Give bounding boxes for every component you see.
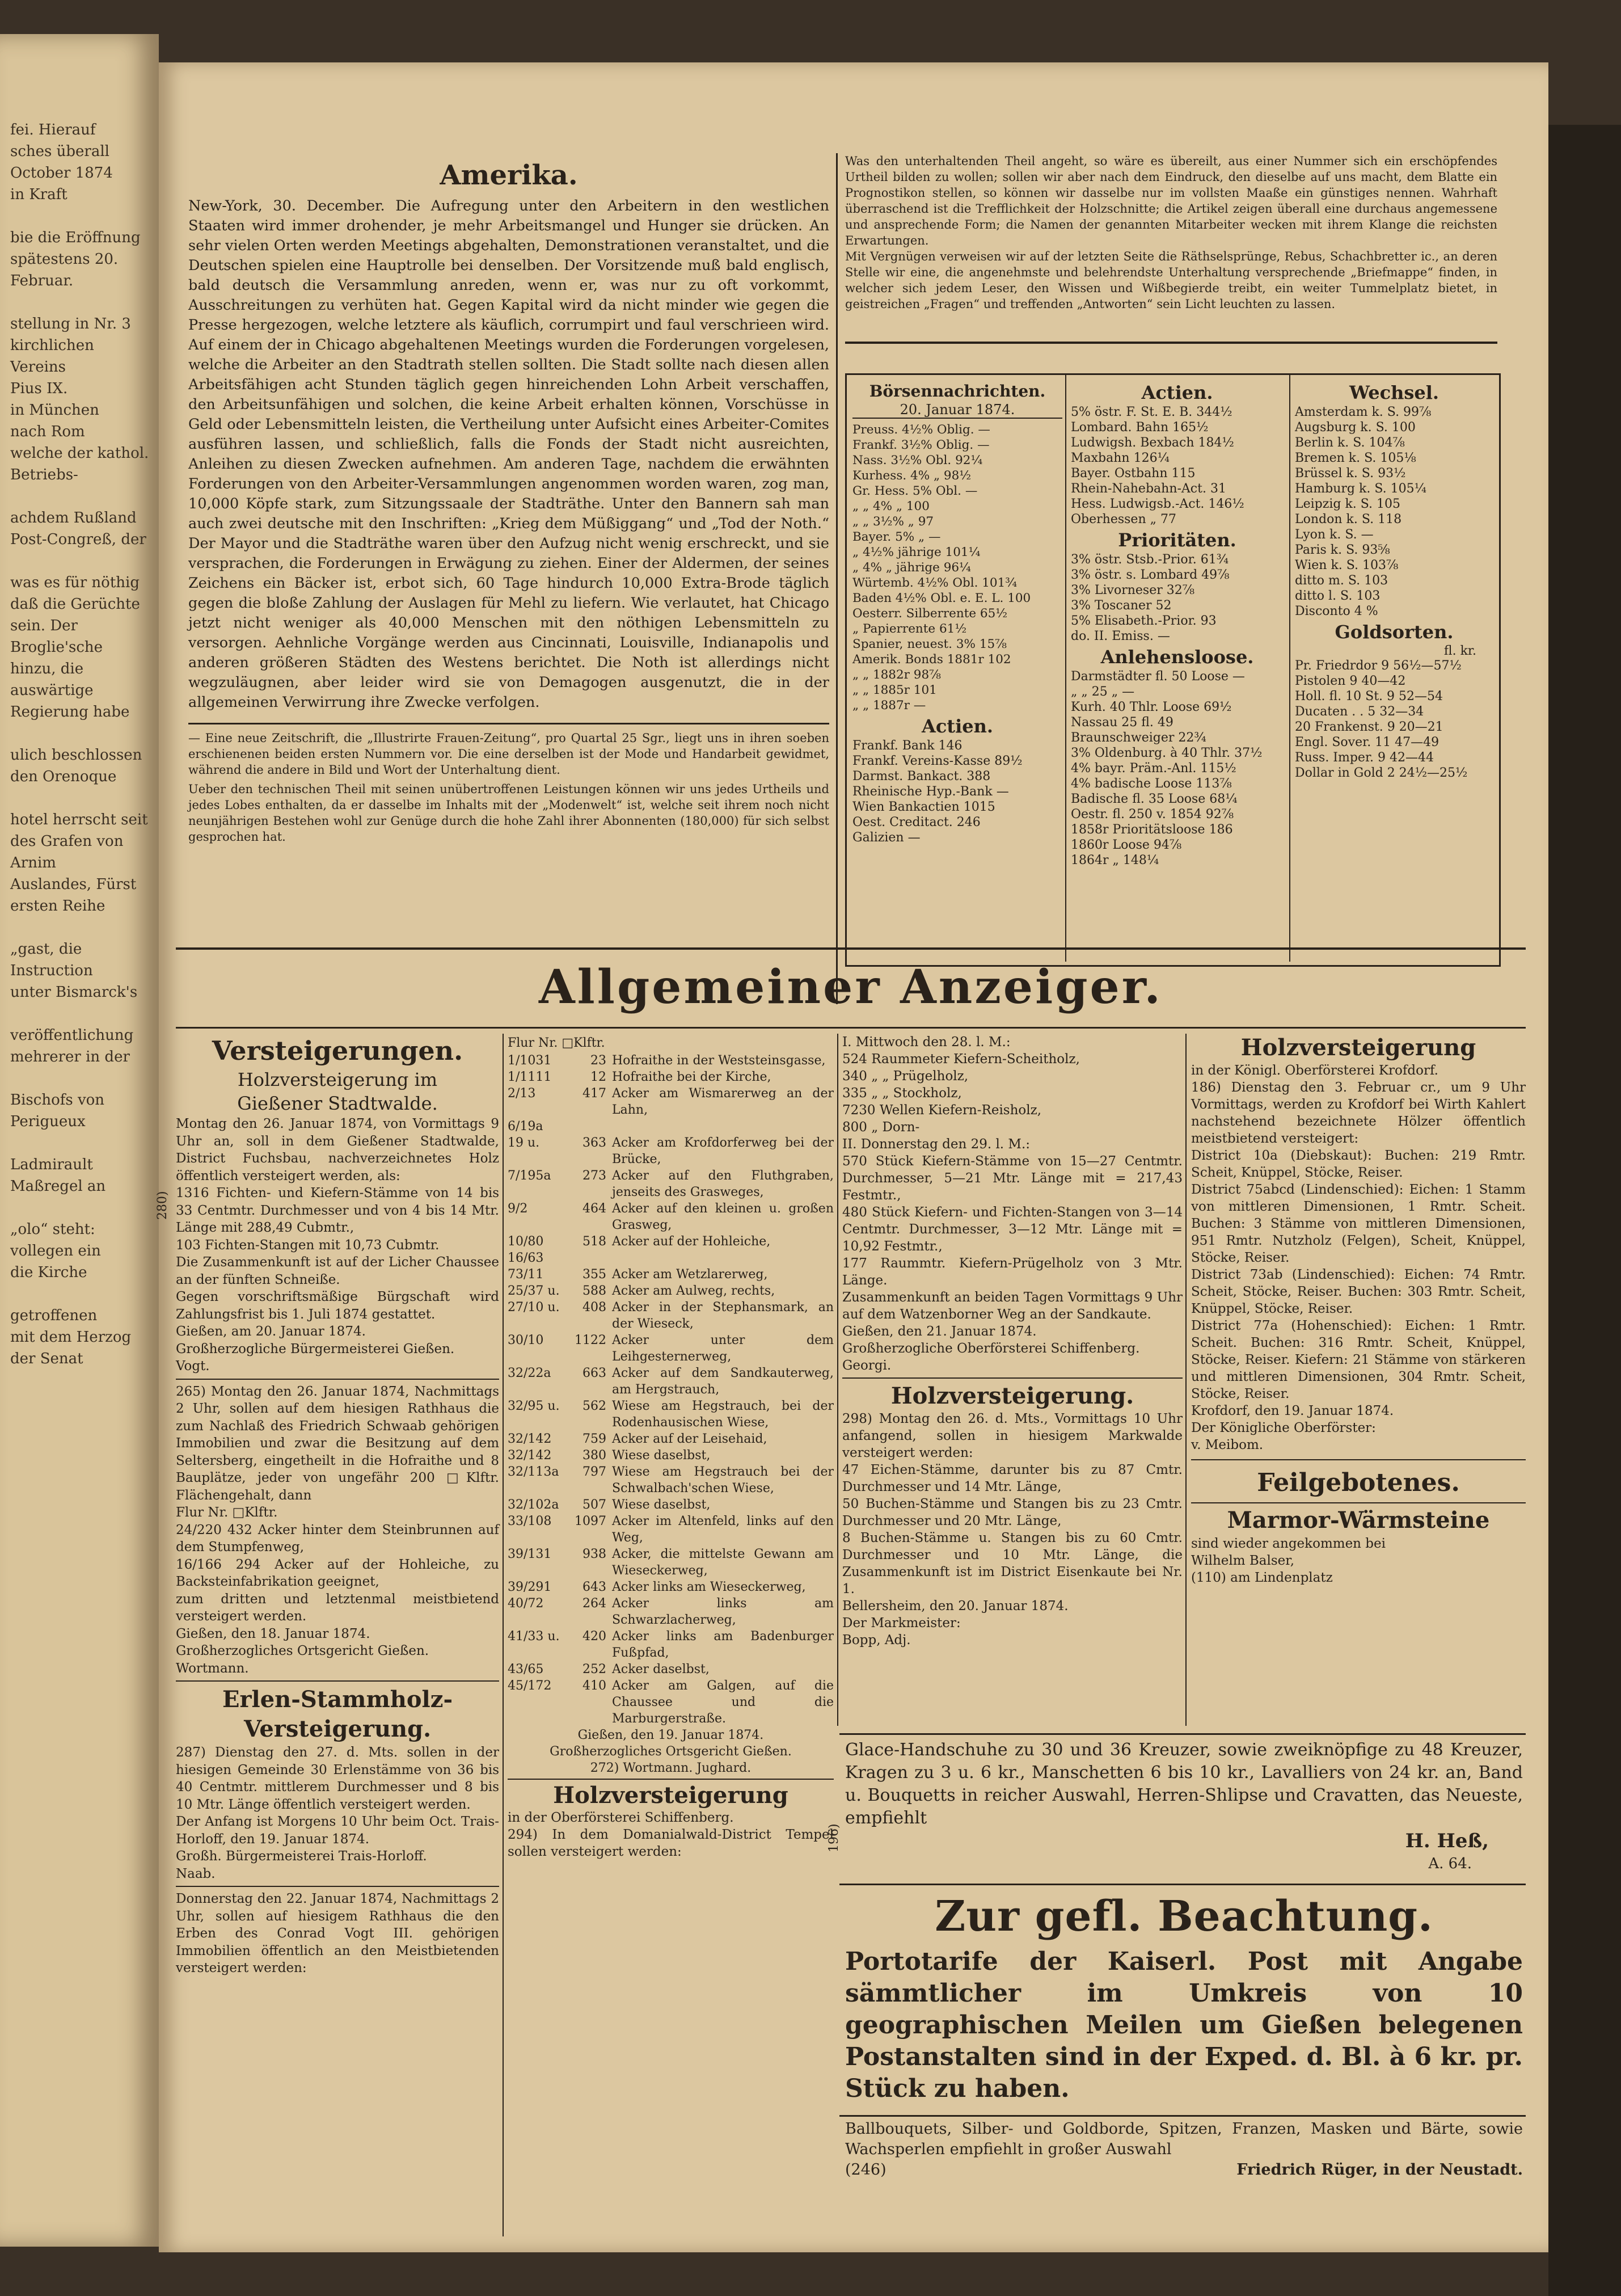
flur-description: Wiese daselbst, [612, 1448, 711, 1463]
marmor-heading: Marmor-Wärmsteine [1227, 1507, 1490, 1534]
flur-description: Acker links am Badenburger Fußpfad, [612, 1629, 834, 1660]
flur-number: 1/1111 [508, 1070, 552, 1084]
flur-row [508, 1250, 834, 1266]
flur-number: 32/142 [508, 1432, 552, 1446]
boerse-row: „ 4½% jährige 101¼ [852, 545, 981, 559]
flur-number: 25/37 u. [508, 1284, 560, 1298]
ballbouquets-text: Ballbouquets, Silber- und Goldborde, Spitzen, Franzen, Masken und Bärte, sowie Wachsperlen empfiehlt in großer Auswahl [845, 2120, 1523, 2158]
flur-area [562, 1118, 612, 1135]
actien2-row: Bayer. Ostbahn 115 [1071, 466, 1196, 481]
goldsorten-row: Dollar in Gold 2 24½—25½ [1295, 766, 1468, 780]
flur-description: Hofraithe in der Weststeinsgasse, [612, 1054, 826, 1068]
anzeiger-column-4 [1191, 1034, 1526, 1586]
flur-number: 9/2 [508, 1202, 528, 1216]
beachtung-heading: Zur gefl. Beachtung. [935, 1892, 1433, 1941]
boerse-row: Amerik. Bonds 1881r 102 [852, 652, 1011, 667]
wechsel-row: Disconto 4 % [1295, 604, 1378, 618]
prioritaeten-row: 3% Toscaner 52 [1071, 599, 1172, 613]
actien2-row: Maxbahn 126¼ [1071, 451, 1170, 465]
boerse-row: Gr. Hess. 5% Obl. — [852, 484, 978, 498]
flur-row [508, 1497, 834, 1513]
actien2-rows [1071, 405, 1284, 527]
anlehensloose-row: 4% bayr. Präm.-Anl. 115½ [1071, 761, 1236, 776]
flur-description [612, 1118, 834, 1135]
left-facing-page [0, 34, 159, 2247]
flur-number: 32/102a [508, 1498, 559, 1512]
divider [842, 1377, 1183, 1379]
boerse-row: „ „ 3½% „ 97 [852, 515, 934, 529]
prioritaeten-row: 5% Elisabeth.-Prior. 93 [1071, 614, 1217, 628]
prioritaeten-row: 3% östr. Stsb.-Prior. 61¾ [1071, 553, 1229, 567]
goldsorten-title: Goldsorten. [1335, 621, 1454, 643]
divider [176, 1379, 499, 1380]
newspaper-page [155, 62, 1548, 2252]
flur-header: Flur Nr. □Klftr. [508, 1036, 605, 1050]
flur-number: 39/131 [508, 1547, 552, 1561]
flur-row [508, 1052, 834, 1069]
book-edge [1548, 125, 1621, 2296]
flur-description: Acker auf den kleinen u. großen Grasweg, [612, 1202, 834, 1232]
column-divider [836, 153, 838, 1004]
glace-signature-2: A. 64. [1428, 1855, 1472, 1872]
divider [839, 2115, 1526, 2117]
flur-area: 588 [582, 1284, 606, 1298]
schwaab-nachlass-text: 265) Montag den 26. Januar 1874, Nachmittags 2 Uhr, sollen auf dem hiesigen Rathhaus die zum Nachlaß des Friedrich Schwaab gehörigen Immobilien und zwar die Besitzung auf dem Seltersberg, eingetheilt in die Hofraithe und 8 Bauplätze, jeder von ungefähr 200 □Klftr. Flächengehalt, dann Flur Nr. □Klftr. 24/220 432 Acker hinter dem Steinbrunnen auf dem Stumpfenweg, 16/166 294 Acker auf der Hohleiche, zu Backsteinfabrikation geeignet, zum dritten und letztenmal meistbietend versteigert werden. Gießen, den 18. Januar 1874. Großherzogliches Ortsgericht Gießen. Wortmann. [176, 1384, 499, 1676]
flur-description: Wiese am Hegstrauch, bei der Rodenhausischen Wiese, [612, 1399, 834, 1430]
anlehensloose-row: 1860r Loose 94⅞ [1071, 838, 1182, 852]
ballbouquets-number: (246) [845, 2161, 887, 2179]
review-continuation: Was den unterhaltenden Theil angeht, so wäre es übereilt, aus einer Nummer sich ein erschöpfendes Urtheil bilden zu wollen; sollen wir aber nach dem Eindruck, den dieselbe auf uns macht, dem Blatte ein Prognostikon stellen, so können wir dasselbe nur im vollsten Maaße ein günstiges nennen. Wahrhaft überraschend ist die Trefflichkeit der Holzschnitte; die Artikel zeigen überall eine durchaus angemessene und ansprechende Form; die Namen der genannten Mitarbeiter wecken mit ihrem Klange die reichsten Erwartungen. Mit Vergnügen verweisen wir auf der letzten Seite die Räthselsprünge, Rebus, Schachbretter ic., an deren Stelle wir eine, die angenehmste und belehrendste Unterhaltung versprechende „Briefmappe“ finden, in welcher sich jedem Leser, den Wissen und Wißbegierde treibt, ein weiter Tummelplatz bietet, in geistreichen „Fragen“ und treffenden „Antworten“ sein Licht leuchten zu lassen. [845, 154, 1497, 311]
boerse-row: „ „ 4% „ 100 [852, 499, 930, 513]
boerse-row: Bayer. 5% „ — [852, 530, 941, 544]
glace-ad [845, 1739, 1523, 1875]
divider [839, 1884, 1526, 1885]
flur-number: 41/33 u. [508, 1629, 560, 1644]
flur-area: 264 [582, 1596, 606, 1611]
flur-row [508, 1447, 834, 1464]
wechsel-row: Lyon k. S. — [1295, 528, 1374, 542]
glace-text: Glace-Handschuhe zu 30 und 36 Kreuzer, sowie zweiknöpfige zu 48 Kreuzer, Kragen zu 3 u. 6 kr., Manschetten 6 bis 10 kr., Lavalliers von 24 kr. an, Band u. Bouquetts in reicher Auswahl, Herren-Shlipse und Cravatten, das Neueste, empfiehlt [845, 1740, 1523, 1828]
flur-area: 1122 [575, 1333, 606, 1347]
flur-description: Acker auf der Leisehaid, [612, 1432, 767, 1446]
anlehensloose-row: Oestr. fl. 250 v. 1854 92⅞ [1071, 807, 1234, 821]
actien-row: Wien Bankactien 1015 [852, 800, 995, 814]
goldsorten-head: fl. kr. [1443, 644, 1476, 658]
flur-area: 464 [582, 1202, 606, 1216]
flur-area: 797 [582, 1465, 606, 1479]
flur-number: 32/95 u. [508, 1399, 560, 1413]
flur-area: 408 [582, 1300, 606, 1315]
prioritaeten-rows [1071, 552, 1284, 644]
flur-area: 518 [582, 1235, 606, 1249]
flur-number: 7/195a [508, 1169, 551, 1183]
flur-description: Acker im Altenfeld, links auf den Weg, [612, 1514, 834, 1545]
flur-row [508, 1579, 834, 1595]
wechsel-row: Hamburg k. S. 105¼ [1295, 482, 1426, 496]
flur-row [508, 1678, 834, 1727]
wechsel-row: Bremen k. S. 105⅛ [1295, 451, 1416, 465]
flur-area: 380 [582, 1448, 606, 1463]
flur-area: 363 [582, 1136, 606, 1150]
anzeiger-column-1 [176, 1034, 499, 1977]
wechsel-row: Paris k. S. 93⅝ [1295, 543, 1390, 557]
erlen-text: 287) Dienstag den 27. d. Mts. sollen in der hiesigen Gemeinde 30 Erlenstämme von 36 bis 40 Centmtr. mittlerem Durchmesser und 8 bis 10 Mtr. Länge öffentlich versteigert werden. Der Anfang ist Morgens 10 Uhr beim Oct. Trais-Horloff, den 19. Januar 1874. Großh. Bürgermeisterei Trais-Horloff. Naab. [176, 1745, 499, 1881]
actien2-title: Actien. [1141, 382, 1213, 403]
actien-row: Frankf. Bank 146 [852, 739, 963, 753]
prioritaeten-row: do. II. Emiss. — [1071, 629, 1170, 643]
goldsorten-row: Ducaten . . 5 32—34 [1295, 705, 1424, 719]
schiffenberg-lots: I. Mittwoch den 28. l. M.: 524 Raummeter Kiefern-Scheitholz, 340 „ „ Prügelholz, 335 „ „ Stockholz, 7230 Wellen Kiefern-Reisholz, 800 „ Dorn- II. Donnerstag den 29. l. M.: 570 Stück Kiefern-Stämme von 15—27 Centmtr. Durchmesser, 5—21 Mtr. Länge mit = 217,43 Festmtr., 480 Stück Kiefern- und Fichten-Stangen von 3—14 Centmtr. Durchmesser, 3—12 Mtr. Länge mit = 10,92 Festmtr., 177 Raummtr. Kiefern-Prügelholz von 3 Mtr. Länge. Zusammenkunft an beiden Tagen Vormittags 9 Uhr auf dem Watzenborner Weg an der Sandkaute. Gießen, den 21. Januar 1874. Großherzogliche Oberförsterei Schiffenberg. Georgi. [842, 1035, 1183, 1373]
flur-number: 32/142 [508, 1448, 552, 1463]
column-divider [1185, 1034, 1187, 1726]
vogt-erben-text: Donnerstag den 22. Januar 1874, Nachmittags 2 Uhr, sollen auf hiesigem Rathhaus die den Erben des Conrad Vogt III. gehörigen Immobilien öffentlich an den Meistbietenden versteigert werden: [176, 1891, 499, 1975]
flur-description: Acker am Wetzlarerweg, [612, 1267, 768, 1282]
column-divider [837, 1034, 838, 1726]
flur-description [612, 1250, 834, 1266]
flur-number: 32/113a [508, 1465, 559, 1479]
wechsel-row: Amsterdam k. S. 99⅞ [1295, 405, 1432, 419]
wechsel-rows [1295, 405, 1493, 619]
anlehensloose-row: 3% Oldenburg. à 40 Thlr. 37½ [1071, 746, 1263, 760]
divider [508, 1779, 834, 1780]
anlehensloose-rows [1071, 669, 1284, 868]
actien-row: Frankf. Vereins-Kasse 89½ [852, 754, 1023, 768]
flur-description: Acker in der Stephansmark, an der Wieseck, [612, 1300, 834, 1331]
actien2-row: 5% östr. F. St. E. B. 344½ [1071, 405, 1232, 419]
anlehensloose-title: Anlehensloose. [1100, 646, 1254, 668]
boerse-row: Preuss. 4½% Oblig. — [852, 423, 990, 437]
goldsorten-rows [1295, 658, 1493, 781]
column-divider [1065, 375, 1066, 962]
ballbouquets-ad [845, 2119, 1523, 2180]
wechsel-row: ditto m. S. 103 [1295, 574, 1388, 588]
porto-text: Portotarife der Kaiserl. Post mit Angabe sämmtlicher im Umkreis von 10 geographischen Meilen um Gießen belegenen Postanstalten sind in der Exped. d. Bl. à 6 kr. pr. Stück zu haben. [845, 1947, 1523, 2103]
flur-number: 39/291 [508, 1580, 552, 1594]
flur-signature: Gießen, den 19. Januar 1874. Großherzogliches Ortsgericht Gießen. 272) Wortmann. Jughard. [550, 1728, 792, 1775]
boerse-title: Börsennachrichten. [869, 382, 1046, 401]
flur-area: 663 [582, 1366, 606, 1380]
flur-area [562, 1250, 612, 1266]
boerse-row: Nass. 3½% Obl. 92¼ [852, 453, 983, 467]
flur-description: Acker, die mittelste Gewann am Wieseckerweg, [612, 1547, 834, 1578]
flur-number: 19 u. [508, 1136, 540, 1150]
goldsorten-row: 20 Frankenst. 9 20—21 [1295, 720, 1443, 734]
finance-box [845, 373, 1501, 967]
actien2-row: Lombard. Bahn 165½ [1071, 420, 1209, 435]
divider [176, 1680, 499, 1682]
holz-giessen-text: Montag den 26. Januar 1874, von Vormittags 9 Uhr an, soll in dem Gießener Stadtwalde, District Fuchsbau, nachverzeichnetes Holz öffentlich versteigert werden, als: 1316 Fichten- und Kiefern-Stämme von 14 bis 33 Centmtr. Durchmesser und von 4 bis 14 Mtr. Länge mit 288,49 Cubmtr., 103 Fichten-Stangen mit 10,73 Cubmtr. Die Zusammenkunft ist auf der Licher Chaussee an der fünften Schneiße. Gegen vorschriftsmäßige Bürgschaft wird Zahlungsfrist bis 1. Juli 1874 gestattet. Gießen, am 20. Januar 1874. Großherzogliche Bürgermeisterei Gießen. Vogt. [176, 1117, 499, 1374]
flur-area: 643 [582, 1580, 606, 1594]
flur-row [508, 1069, 834, 1085]
wechsel-row: London k. S. 118 [1295, 512, 1402, 526]
column-divider [1289, 375, 1290, 962]
flur-number: 6/19a [508, 1119, 543, 1134]
flur-area: 273 [582, 1169, 606, 1183]
divider [188, 723, 829, 724]
markwald-text: 298) Montag den 26. d. Mts., Vormittags 10 Uhr anfangend, sollen in hiesigem Markwalde versteigert werden: 47 Eichen-Stämme, darunter bis zu 87 Cmtr. Durchmesser und 14 Mtr. Länge, 50 Buchen-Stämme und Stangen bis zu 23 Cmtr. Durchmesser und 20 Mtr. Länge, 8 Buchen-Stämme u. Stangen bis zu 60 Cmtr. Durchmesser und 10 Mtr. Länge, die Zusammenkunft ist im District Eisenkaute bei Nr. 1. Bellersheim, den 20. Januar 1874. Der Markmeister: Bopp, Adj. [842, 1412, 1183, 1648]
flur-area: 23 [590, 1054, 606, 1068]
markwald-subheading: Holzversteigerung. [890, 1383, 1134, 1409]
schiffenberg-intro: in der Oberförsterei Schiffenberg. 294) In dem Domanialwald-District Tempel sollen versteigert werden: [508, 1810, 834, 1859]
frauen-zeitung-notice: — Eine neue Zeitschrift, die „Illustrirte Frauen-Zeitung“, pro Quartal 25 Sgr., liegt uns in ihren soeben erschienenen beiden ersten Nummern vor. Die eine derselben ist der Mode und Handarbeit gewidmet, während die andere in Bild und Wort der Unterhaltung dient. [188, 731, 829, 777]
boerse-row: Würtemb. 4½% Obl. 101¾ [852, 576, 1018, 590]
flur-area: 410 [582, 1679, 606, 1693]
wechsel-row: Wien k. S. 103⅞ [1295, 558, 1399, 572]
actien2-row: Rhein-Nahebahn-Act. 31 [1071, 482, 1226, 496]
flur-row [508, 1233, 834, 1250]
boerse-rows [852, 422, 1062, 713]
flur-area: 507 [582, 1498, 606, 1512]
wechsel-row: Leipzig k. S. 105 [1295, 497, 1401, 511]
anzeiger-title: Allgemeiner Anzeiger. [539, 960, 1163, 1014]
wechsel-row: Berlin k. S. 104⅞ [1295, 436, 1405, 450]
flur-number: 33/108 [508, 1514, 552, 1528]
flur-row [508, 1266, 834, 1283]
goldsorten-row: Pr. Friedrdor 9 56½—57½ [1295, 659, 1462, 673]
flur-number: 10/80 [508, 1235, 544, 1249]
flur-number: 2/13 [508, 1086, 536, 1101]
flur-number: 30/10 [508, 1333, 544, 1347]
holz-giessen-subheading: Holzversteigerung im Gießener Stadtwalde. [237, 1069, 438, 1114]
glace-signature: H. Heß, [1405, 1830, 1489, 1852]
flur-description: Acker auf der Hohleiche, [612, 1235, 771, 1249]
flur-area: 1097 [575, 1514, 606, 1528]
flur-row [508, 1085, 834, 1118]
boerse-row: Spanier, neuest. 3% 15⅞ [852, 637, 1007, 651]
goldsorten-row: Holl. fl. 10 St. 9 52—54 [1295, 689, 1443, 703]
boerse-row: Oesterr. Silberrente 65½ [852, 606, 1008, 621]
actien2-row: Hess. Ludwigsb.-Act. 146½ [1071, 497, 1244, 511]
prioritaeten-title: Prioritäten. [1118, 529, 1236, 551]
actien2-column [1071, 380, 1284, 868]
prioritaeten-row: 3% Livorneser 32⅞ [1071, 583, 1195, 597]
flur-area: 252 [582, 1662, 606, 1676]
flur-description: Acker auf dem Sandkauterweg, am Hergstrauch, [612, 1366, 834, 1397]
anlehensloose-row: 4% badische Loose 113⅞ [1071, 777, 1232, 791]
flur-row [508, 1283, 834, 1299]
wechsel-column [1295, 380, 1493, 781]
prioritaeten-row: 3% östr. s. Lombard 49⅞ [1071, 568, 1230, 582]
porto-ad [845, 1946, 1523, 2105]
actien-row: Oest. Creditact. 246 [852, 815, 981, 829]
flur-description: Wiese daselbst, [612, 1498, 711, 1512]
divider [1191, 1502, 1526, 1503]
anlehensloose-row: 1858r Prioritätsloose 186 [1071, 823, 1233, 837]
flur-area: 938 [582, 1547, 606, 1561]
flur-description: Acker am Wismarerweg an der Lahn, [612, 1086, 834, 1117]
flur-row [508, 1135, 834, 1168]
amerika-heading: Amerika. [440, 159, 578, 191]
boerse-row: „ „ 1885r 101 [852, 683, 937, 697]
flur-number: 32/22a [508, 1366, 551, 1380]
boerse-row: Frankf. 3½% Oblig. — [852, 438, 990, 452]
boerse-row: „ „ 1887r — [852, 698, 926, 713]
divider [845, 342, 1497, 344]
flur-number: 40/72 [508, 1596, 544, 1611]
boerse-column [852, 380, 1062, 845]
feilgebotenes-heading: Feilgebotenes. [1257, 1468, 1460, 1497]
flur-description: Acker links am Schwarzlacherweg, [612, 1596, 834, 1627]
boerse-date: 20. Januar 1874. [852, 402, 1062, 419]
flur-rows [508, 1052, 834, 1727]
flur-row [508, 1365, 834, 1398]
actien2-row: Ludwigsh. Bexbach 184½ [1071, 436, 1234, 450]
flur-number: 45/172 [508, 1679, 552, 1693]
flur-description: Acker daselbst, [612, 1662, 710, 1676]
actien-title: Actien. [921, 715, 993, 737]
boerse-row: „ 4% „ jährige 96¼ [852, 561, 971, 575]
flur-row [508, 1332, 834, 1365]
flur-area: 355 [582, 1267, 606, 1282]
flur-area: 420 [582, 1629, 606, 1644]
anzeiger-column-2 [508, 1034, 834, 1860]
flur-row [508, 1118, 834, 1135]
column-divider [503, 1034, 504, 2236]
flur-row [508, 1513, 834, 1546]
krofdorf-subheading: Holzversteigerung [1240, 1034, 1476, 1061]
actien2-row: Oberhessen „ 77 [1071, 512, 1176, 526]
erlen-subheading: Erlen-Stammholz-Versteigerung. [222, 1686, 453, 1742]
flur-row [508, 1398, 834, 1431]
anzeiger-column-3 [842, 1034, 1183, 1649]
flur-area: 12 [590, 1070, 606, 1084]
divider [1191, 1459, 1526, 1460]
glace-number: 196) [827, 1823, 841, 1852]
actien-row: Darmst. Bankact. 388 [852, 769, 991, 783]
flur-area: 759 [582, 1432, 606, 1446]
flur-area: 562 [582, 1399, 606, 1413]
wechsel-row: Brüssel k. S. 93½ [1295, 466, 1406, 481]
versteigerungen-heading: Versteigerungen. [212, 1035, 463, 1066]
flur-description: Acker auf den Fluthgraben, jenseits des Grasweges, [612, 1169, 834, 1199]
flur-number: 1/1031 [508, 1054, 552, 1068]
boerse-row: „ „ 1882r 98⅞ [852, 668, 941, 682]
flur-description: Hofraithe bei der Kirche, [612, 1070, 771, 1084]
goldsorten-row: Pistolen 9 40—42 [1295, 674, 1406, 688]
flur-row [508, 1200, 834, 1233]
marmor-text: sind wieder angekommen bei Wilhelm Balser, (110) am Lindenplatz [1191, 1536, 1386, 1585]
divider [839, 1733, 1526, 1735]
goldsorten-row: Russ. Imper. 9 42—44 [1295, 751, 1434, 765]
anlehensloose-row: Badische fl. 35 Loose 68¼ [1071, 792, 1238, 806]
amerika-body: New-York, 30. December. Die Aufregung unter den Arbeitern in den westlichen Staaten wird immer drohender, je mehr Arbeitsmangel und Hunger sie drücken. An sehr vielen Orten werden Meetings abgehalten, Demonstrationen veranstaltet, und die Deutschen spielen eine Hauptrolle bei denselben. Der Vorsitzende muß bald englisch, bald deutsch die Versammlung anreden, wenn er, was nur zu oft vorkommt, Ausschreitungen zu verhüten hat. Gegen Kapital wird da nicht minder wie gegen die Presse hergezogen, welche letztere als käuflich, corrumpirt und faul verschrieen wird. Auf einem der in Chicago abgehaltenen Meetings wurden die Forderungen vorgelesen, welche die Arbeiter an den Stadtrath stellen sollten. Die Stadt sollte nach diesen allen Arbeitsfähigen acht Stunden täglich gegen hinreichenden Lohn Arbeit verschaffen, den Arbeitsunfähigen und solchen, die keine Arbeit erhalten können, Vorschüsse in Geld oder Lebensmitteln leisten, die Vertheilung unter Aufsicht eines Arbeiter-Comites ausführen lassen, und schließlich, falls die Fonds der Stadt nicht ausreichten, Anleihen zu diesen Zwecken aufnehmen. Am anderen Tage, nachdem die erwähnten Forderungen von den Arbeiter-Versammlungen angenommen worden waren, zog man, 10,000 Köpfe stark, zum Sitzungssaale der Stadträthe. Unter den Bannern sah man auch zwei deutsche mit den Inschriften: „Krieg dem Müßiggang“ und „Tod der Noth.“ Der Mayor und die Stadträthe waren über den Aufzug nicht wenig erschreckt, und sie versprachen, die Forderungen in Erwägung zu ziehen. Einer der Aldermen, der seines Zeichens ein Bäcker ist, erbot sich, 60 Tage hindurch 10,000 Extra-Brode täglich gegen die bloße Zahlung der Auslagen für Mehl zu liefern. Wie verlautet, hat Chicago jetzt nicht weniger als 40,000 Menschen mit den nöthigen Lebensmitteln zu versorgen. Aehnliche Vorgänge werden aus Cincinnati, Louisville, Indianapolis und anderen größeren Städten des Westens berichtet. Die Noth ist allerdings nicht wegzuläugnen, aber leider wird sie von Demagogen ausgenutzt, die in der allgemeinen Verwirrung ihre Zwecke verfolgen. [188, 197, 829, 711]
wechsel-title: Wechsel. [1349, 382, 1440, 403]
flur-description: Acker am Krofdorferweg bei der Brücke, [612, 1136, 834, 1166]
actien-rows [852, 738, 1062, 845]
boerse-row: Kurhess. 4% „ 98½ [852, 469, 972, 483]
boerse-row: Baden 4½% Obl. e. E. L. 100 [852, 591, 1031, 605]
modenwelt-notice: Ueber den technischen Theil mit seinen unübertroffenen Leistungen können wir uns jedes Urtheils und jedes Lobes enthalten, da er dasselbe im Inhalts mit der „Modenwelt“ ist, welche seit ihrem noch nicht neunjährigen Bestehen wohl zur Genüge durch die hohe Zahl ihrer Abonnenten (180,000) für sich selbst gesprochen hat. [188, 782, 829, 844]
flur-row [508, 1168, 834, 1200]
wechsel-row: ditto l. S. 103 [1295, 589, 1381, 603]
flur-description: Wiese am Hegstrauch bei der Schwalbach'schen Wiese, [612, 1465, 834, 1495]
wechsel-row: Augsburg k. S. 100 [1295, 420, 1416, 435]
divider [176, 1886, 499, 1887]
flur-row [508, 1595, 834, 1628]
schiffenberg-subheading: Holzversteigerung [553, 1782, 788, 1809]
flur-area: 417 [582, 1086, 606, 1101]
boerse-row: „ Papierrente 61½ [852, 622, 967, 636]
flur-description: Acker am Aulweg, rechts, [612, 1284, 775, 1298]
flur-row [508, 1299, 834, 1332]
flur-row [508, 1628, 834, 1661]
flur-number: 73/11 [508, 1267, 544, 1282]
flur-number: 43/65 [508, 1662, 544, 1676]
flur-number: 16/63 [508, 1251, 544, 1265]
side-number: 280) [155, 1191, 170, 1220]
anlehensloose-row: Nassau 25 fl. 49 [1071, 715, 1173, 730]
ballbouquets-signature: Friedrich Rüger, in der Neustadt. [1236, 2161, 1523, 2179]
anlehensloose-row: Darmstädter fl. 50 Loose — [1071, 669, 1245, 684]
anlehensloose-row: 1864r „ 148¼ [1071, 853, 1159, 867]
anlehensloose-row: Kurh. 40 Thlr. Loose 69½ [1071, 700, 1232, 714]
goldsorten-row: Engl. Sover. 11 47—49 [1295, 735, 1440, 749]
left-page-fragment: fei. Hierauf sches überall October 1874 in Kraft bie die Eröffnung spätestens 20. Februar. stellung in Nr. 3 kirchlichen Vereins Pius IX. in München nach Rom welche der kathol. Betriebs- achdem Rußland Post-Congreß, der was es für nöthig daß die Gerüchte sein. Der Broglie'sche hinzu, die auswärtige Regierung habe ulich beschlossen den Orenoque hotel herrscht seit des Grafen von Arnim Auslandes, Fürst ersten Reihe „gast, die Instruction unter Bismarck's veröffentlichung mehrerer in der Bischofs von Perigueux Ladmirault Maßregel an „olo“ steht: vollegen ein die Kirche getroffenen mit dem Herzog der Senat [10, 121, 149, 1367]
flur-row [508, 1431, 834, 1447]
anlehensloose-row: „ „ 25 „ — [1071, 685, 1135, 699]
flur-description: Acker am Galgen, auf die Chaussee und die Marburgerstraße. [612, 1679, 834, 1726]
actien-row: Rheinische Hyp.-Bank — [852, 785, 1009, 799]
actien-row: Galizien — [852, 831, 921, 845]
flur-description: Acker unter dem Leihgesternerweg, [612, 1333, 834, 1364]
flur-number: 27/10 u. [508, 1300, 560, 1315]
anlehensloose-row: Braunschweiger 22¾ [1071, 731, 1206, 745]
flur-row [508, 1661, 834, 1678]
amerika-article [188, 159, 829, 845]
flur-row [508, 1464, 834, 1497]
krofdorf-text: in der Königl. Oberförsterei Krofdorf. 186) Dienstag den 3. Februar cr., um 9 Uhr Vormittags, werden zu Krofdorf bei Wirth Kahlert nachstehend bezeichnete Hölzer öffentlich meistbietend versteigert: District 10a (Diebskaut): Buchen: 219 Rmtr. Scheit, Knüppel, Stöcke, Reiser. District 75abcd (Lindenschied): Eichen: 1 Stamm von mittleren Dimensionen, 1 Rmtr. Scheit. Buchen: 3 Stämme von mittleren Dimensionen, 951 Rmtr. Nutzholz (Felgen), Scheit, Knüppel, Stöcke, Reiser. District 73ab (Lindenschied): Eichen: 74 Rmtr. Scheit, Stöcke, Reiser. Buchen: 303 Rmtr. Scheit, Knüppel, Stöcke, Reiser. District 77a (Hohenschied): Eichen: 1 Rmtr. Scheit. Buchen: 316 Rmtr. Scheit, Knüppel, Stöcke, Reiser. Kiefern: 21 Stämme von stärkeren und mittleren Dimensionen, 304 Rmtr. Scheit, Stöcke, Reiser. Krofdorf, den 19. Januar 1874. Der Königliche Oberförster: v. Meibom. [1191, 1063, 1526, 1452]
flur-row [508, 1546, 834, 1579]
divider [176, 1027, 1526, 1029]
flur-description: Acker links am Wieseckerweg, [612, 1580, 806, 1594]
divider [176, 947, 1526, 950]
